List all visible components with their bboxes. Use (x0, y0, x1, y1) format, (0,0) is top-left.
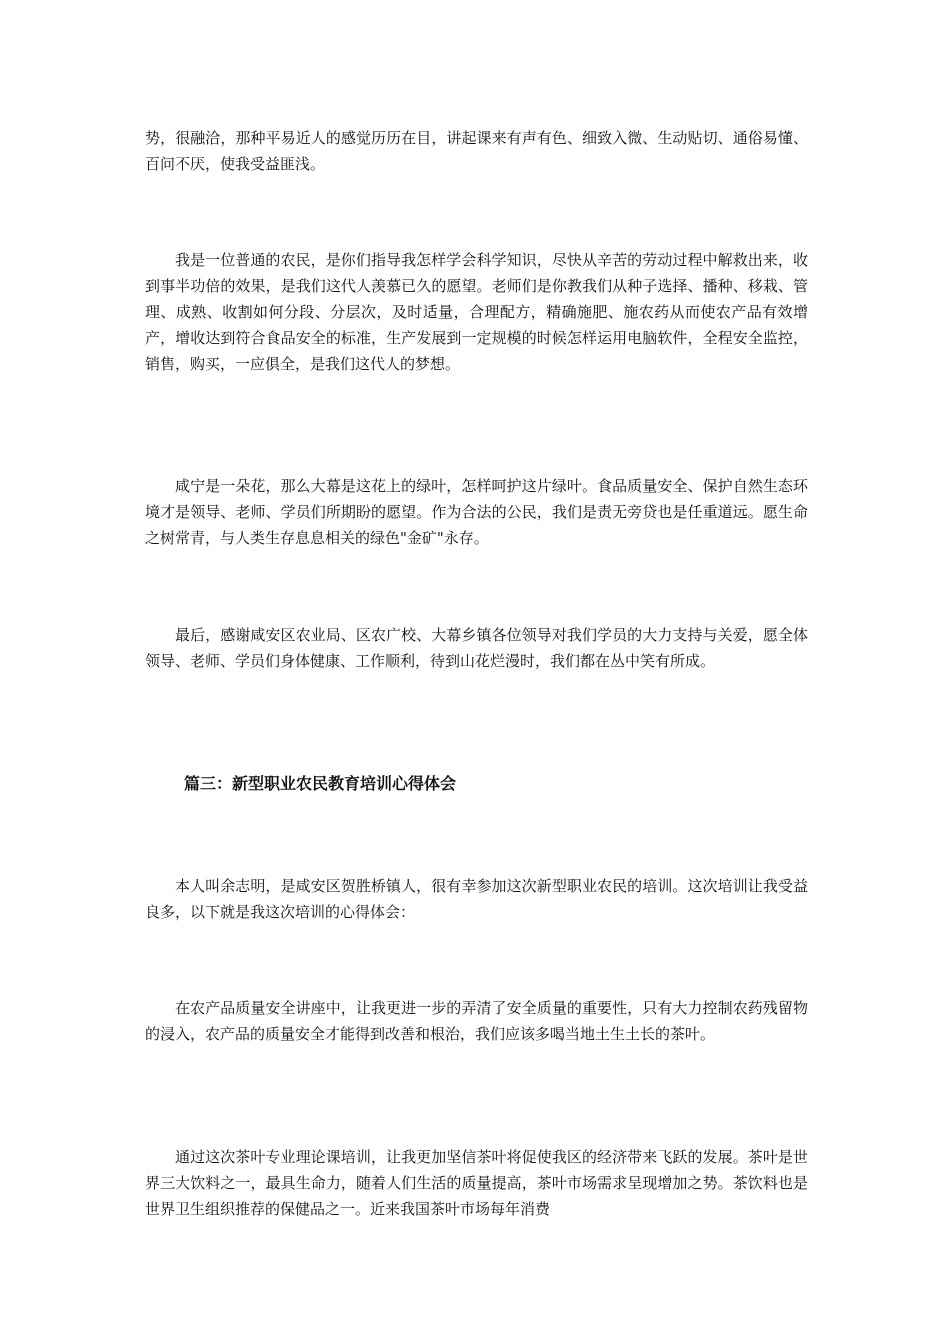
paragraph-introduction: 本人叫余志明，是咸安区贺胜桥镇人，很有幸参加这次新型职业农民的培训。这次培训让我受益良多，以下就是我这次培训的心得体会： (145, 877, 808, 921)
paragraph-tea-training: 通过这次茶叶专业理论课培训，让我更加坚信茶叶将促使我区的经济带来飞跃的发展。茶叶是世界三大饮料之一，最具生命力，随着人们生活的质量提高，茶叶市场需求呈现增加之势。茶饮料也是世界卫生组织推荐的保健品之一。近来我国茶叶市场每年消费 (145, 1148, 808, 1218)
paragraph-continuation: 势，很融洽，那种平易近人的感觉历历在目，讲起课来有声有色、细致入微、生动贴切、通俗易懂、百问不厌，使我受益匪浅。 (145, 129, 808, 173)
paragraph-quality-safety: 在农产品质量安全讲座中，让我更进一步的弄清了安全质量的重要性，只有大力控制农药残留物的浸入，农产品的质量安全才能得到改善和根治，我们应该多喝当地土生土长的茶叶。 (145, 999, 808, 1043)
paragraph-thanks: 最后，感谢咸安区农业局、区农广校、大幕乡镇各位领导对我们学员的大力支持与关爱，愿全体领导、老师、学员们身体健康、工作顺利，待到山花烂漫时，我们都在丛中笑有所成。 (145, 626, 808, 670)
paragraph-xianning-flower: 咸宁是一朵花，那么大幕是这花上的绿叶，怎样呵护这片绿叶。食品质量安全、保护自然生态环境才是领导、老师、学员们所期盼的愿望。作为合法的公民，我们是责无旁贷也是任重道远。愿生命之树常青，与人类生存息息相关的绿色"金矿"永存。 (145, 477, 808, 547)
paragraph-farmer-learning: 我是一位普通的农民，是你们指导我怎样学会科学知识，尽快从辛苦的劳动过程中解救出来，收到事半功倍的效果，是我们这代人羡慕已久的愿望。老师们是你教我们从种子选择、播种、移栽、管理、成熟、收割如何分段、分层次，及时适量，合理配方，精确施肥、施农药从而使农产品有效增产，增收达到符合食品安全的标准，生产发展到一定规模的时候怎样运用电脑软件，全程安全监控，销售，购买，一应俱全，是我们这代人的梦想。 (145, 251, 808, 373)
section-heading: 篇三：新型职业农民教育培训心得体会 (184, 774, 457, 793)
